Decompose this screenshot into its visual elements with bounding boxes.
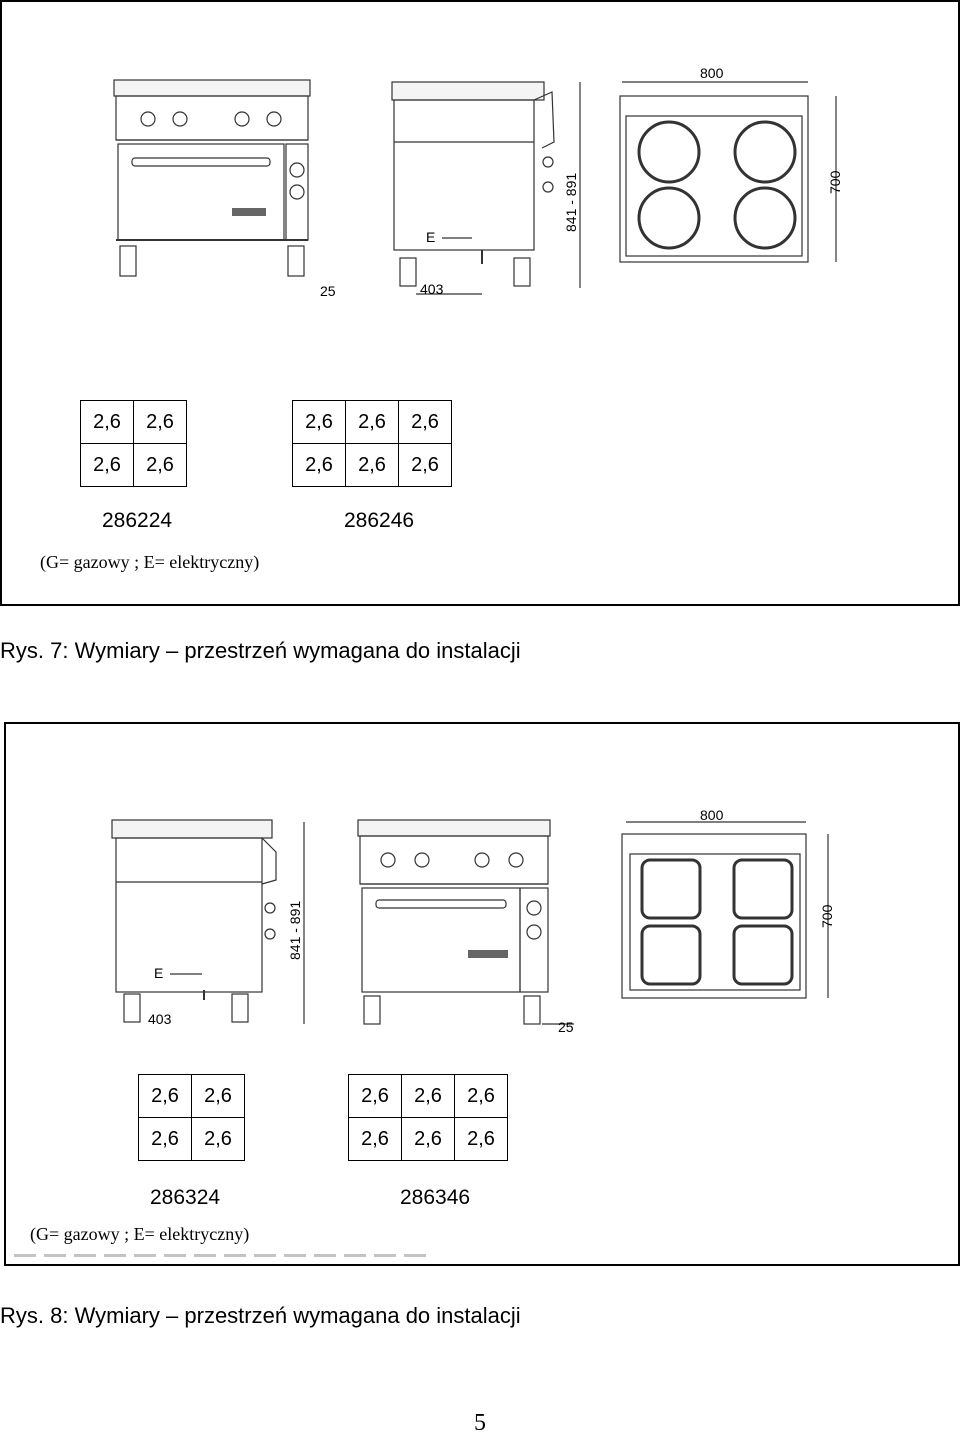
page-number: 5 bbox=[474, 1410, 486, 1436]
svg-text:E: E bbox=[154, 965, 164, 981]
power-cell: 2,6 bbox=[293, 401, 346, 444]
top-view bbox=[620, 65, 843, 262]
power-cell: 2,6 bbox=[192, 1118, 245, 1161]
front-view bbox=[358, 820, 574, 1035]
svg-text:800: 800 bbox=[700, 807, 724, 823]
power-cell: 2,6 bbox=[139, 1118, 192, 1161]
svg-text:25: 25 bbox=[320, 283, 336, 299]
top-view bbox=[622, 807, 835, 998]
power-cell: 2,6 bbox=[399, 444, 452, 487]
power-cell: 2,6 bbox=[349, 1118, 402, 1161]
power-cell: 2,6 bbox=[455, 1118, 508, 1161]
figure-7-frame bbox=[0, 0, 960, 606]
scan-artifact bbox=[14, 1254, 434, 1257]
power-cell: 2,6 bbox=[399, 401, 452, 444]
figure-8-frame bbox=[4, 722, 960, 1266]
power-cell: 2,6 bbox=[402, 1075, 455, 1118]
side-view bbox=[392, 82, 580, 297]
power-cell: 2,6 bbox=[134, 401, 187, 444]
power-table-286324 bbox=[138, 1074, 245, 1161]
front-view bbox=[114, 80, 310, 276]
model-number: 286224 bbox=[102, 509, 173, 532]
model-number: 286346 bbox=[400, 1186, 471, 1209]
figure-8-drawing bbox=[6, 724, 958, 1264]
svg-text:403: 403 bbox=[148, 1011, 172, 1027]
legend-text: (G= gazowy ; E= elektryczny) bbox=[30, 1224, 250, 1244]
power-cell: 2,6 bbox=[346, 401, 399, 444]
svg-text:841 - 891: 841 - 891 bbox=[287, 900, 303, 960]
power-table-286346 bbox=[348, 1074, 508, 1161]
power-cell: 2,6 bbox=[455, 1075, 508, 1118]
svg-text:700: 700 bbox=[827, 170, 843, 194]
svg-text:841 - 891: 841 - 891 bbox=[563, 172, 579, 232]
svg-text:25: 25 bbox=[558, 1019, 574, 1035]
legend-text: (G= gazowy ; E= elektryczny) bbox=[40, 552, 260, 572]
power-cell: 2,6 bbox=[134, 444, 187, 487]
svg-text:800: 800 bbox=[700, 65, 724, 81]
svg-text:E: E bbox=[426, 229, 436, 245]
figure-caption: Rys. 7: Wymiary – przestrzeń wymagana do instalacji bbox=[0, 638, 521, 663]
model-number: 286324 bbox=[150, 1186, 221, 1209]
svg-text:700: 700 bbox=[819, 904, 835, 928]
figure-caption: Rys. 8: Wymiary – przestrzeń wymagana do instalacji bbox=[0, 1303, 521, 1328]
model-number: 286246 bbox=[344, 509, 415, 532]
power-cell: 2,6 bbox=[402, 1118, 455, 1161]
side-view bbox=[112, 820, 304, 1027]
power-cell: 2,6 bbox=[81, 401, 134, 444]
power-cell: 2,6 bbox=[81, 444, 134, 487]
power-table-286246 bbox=[292, 400, 452, 487]
svg-text:403: 403 bbox=[420, 281, 444, 297]
power-table-286224 bbox=[80, 400, 187, 487]
power-cell: 2,6 bbox=[349, 1075, 402, 1118]
power-cell: 2,6 bbox=[293, 444, 346, 487]
power-cell: 2,6 bbox=[192, 1075, 245, 1118]
power-cell: 2,6 bbox=[346, 444, 399, 487]
power-cell: 2,6 bbox=[139, 1075, 192, 1118]
